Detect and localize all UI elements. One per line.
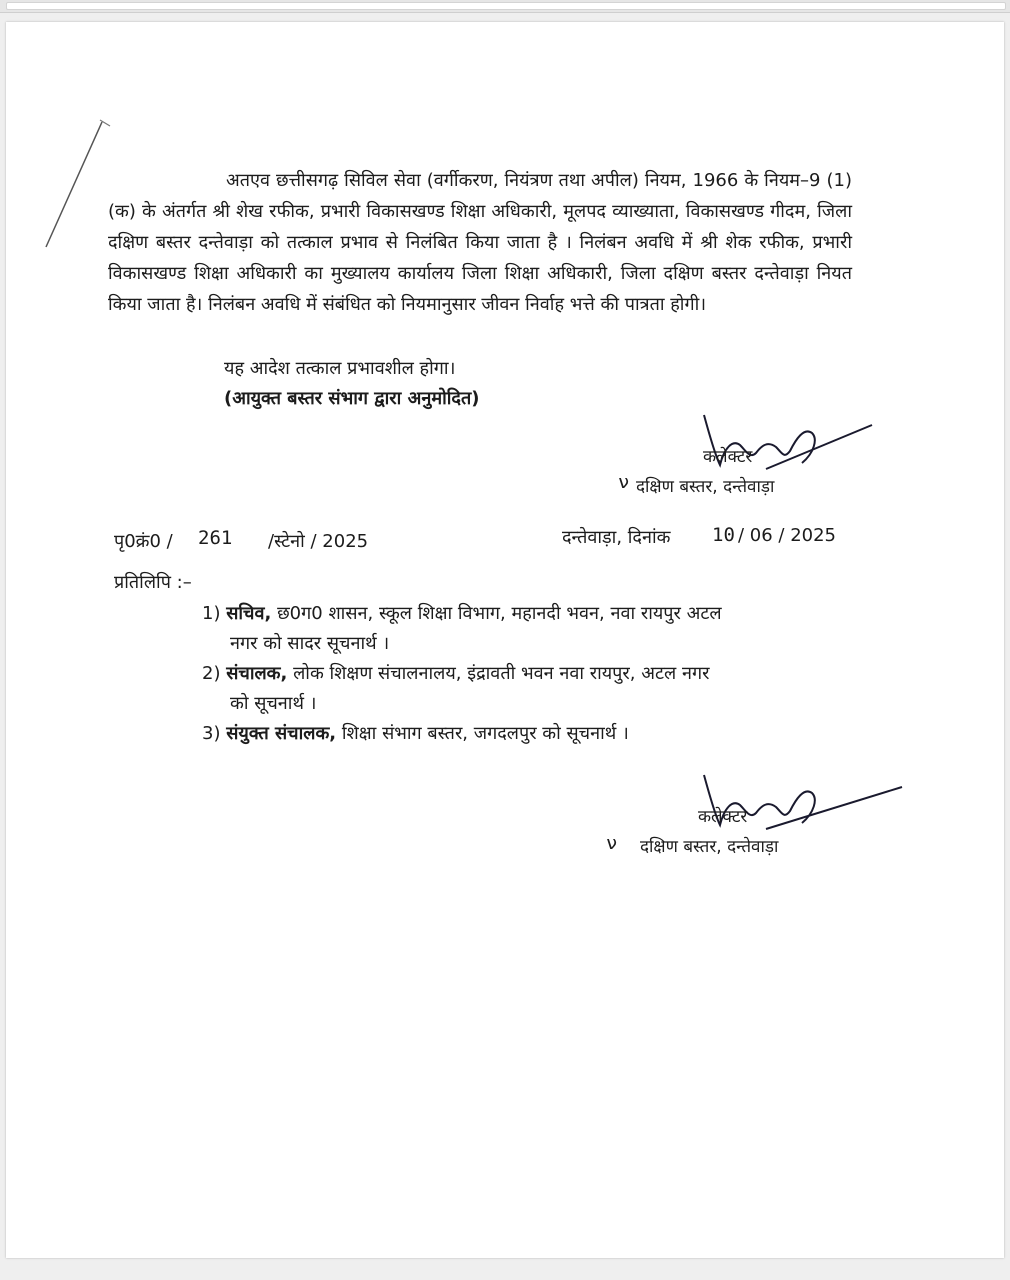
copy-item-2-num: 2) [202,663,221,684]
copy-item-2 [202,658,709,689]
check-mark-2: ν [606,832,618,854]
copy-heading: प्रतिलिपि :– [114,572,192,593]
signature-1-office: दक्षिण बस्तर, दन्तेवाड़ा [636,477,775,497]
copy-item-1-num: 1) [202,603,221,624]
copy-item-1-text: छ0ग0 शासन, स्कूल शिक्षा विभाग, महानदी भवन, नवा रायपुर अटल [277,603,722,624]
copy-item-3-title: संयुक्त संचालक, [226,723,337,744]
copy-item-2-title: संचालक, [226,663,288,684]
ref-suffix: /स्टेनो / 2025 [268,531,369,552]
copy-item-3 [202,718,629,749]
date-day: 10 [712,524,735,546]
ref-number: 261 [198,527,233,549]
date-month-year: / 06 / 2025 [738,525,837,546]
copy-item-1-cont: नगर को सादर सूचनार्थ । [230,633,390,654]
signature-2-title: कलेक्टर [698,807,748,827]
order-paragraph [108,165,852,320]
approval-line: (आयुक्त बस्तर संभाग द्वारा अनुमोदित) [224,388,480,409]
copy-item-1 [202,598,722,629]
check-mark-1: ν [618,471,630,493]
copy-item-3-num: 3) [202,723,221,744]
copy-item-3-text: शिक्षा संभाग बस्तर, जगदलपुर को सूचनार्थ । [341,723,629,744]
top-strip [0,0,1010,13]
ref-prefix: पृ0क्रं0 / [114,531,173,552]
signature-2-office: दक्षिण बस्तर, दन्तेवाड़ा [640,837,779,857]
order-paragraph-text: अतएव छत्तीसगढ़ सिविल सेवा (वर्गीकरण, नियंत्रण तथा अपील) नियम, 1966 के नियम–9 (1) (क) के अंतर्गत श्री शेख रफीक, प्रभारी विकासखण्ड शिक्षा अधिकारी, मूलपद व्याख्याता, विकासखण्ड गीदम, जिला दक्षिण बस्तर दन्तेवाड़ा को तत्काल प्रभाव से निलंबित किया जाता है । निलंबन अवधि में श्री शेक रफीक, प्रभारी विकासखण्ड शिक्षा अधिकारी का मुख्यालय कार्यालय जिला शिक्षा अधिकारी, जिला दक्षिण बस्तर दन्तेवाड़ा नियत किया जाता है। निलंबन अवधि में संबंधित को नियमानुसार जीवन निर्वाह भत्ते की पात्रता होगी। [108,170,852,315]
copy-item-1-title: सचिव, [226,603,272,624]
previous-page-edge [6,2,1006,10]
copy-item-2-text: लोक शिक्षण संचालनालय, इंद्रावती भवन नवा रायपुर, अटल नगर [293,663,710,684]
document-page [6,22,1004,1258]
effective-line: यह आदेश तत्काल प्रभावशील होगा। [224,358,456,379]
place-date-label: दन्तेवाड़ा, दिनांक [562,527,671,548]
copy-item-2-cont: को सूचनार्थ । [230,693,317,714]
signature-1-title: कलेक्टर [703,447,753,467]
